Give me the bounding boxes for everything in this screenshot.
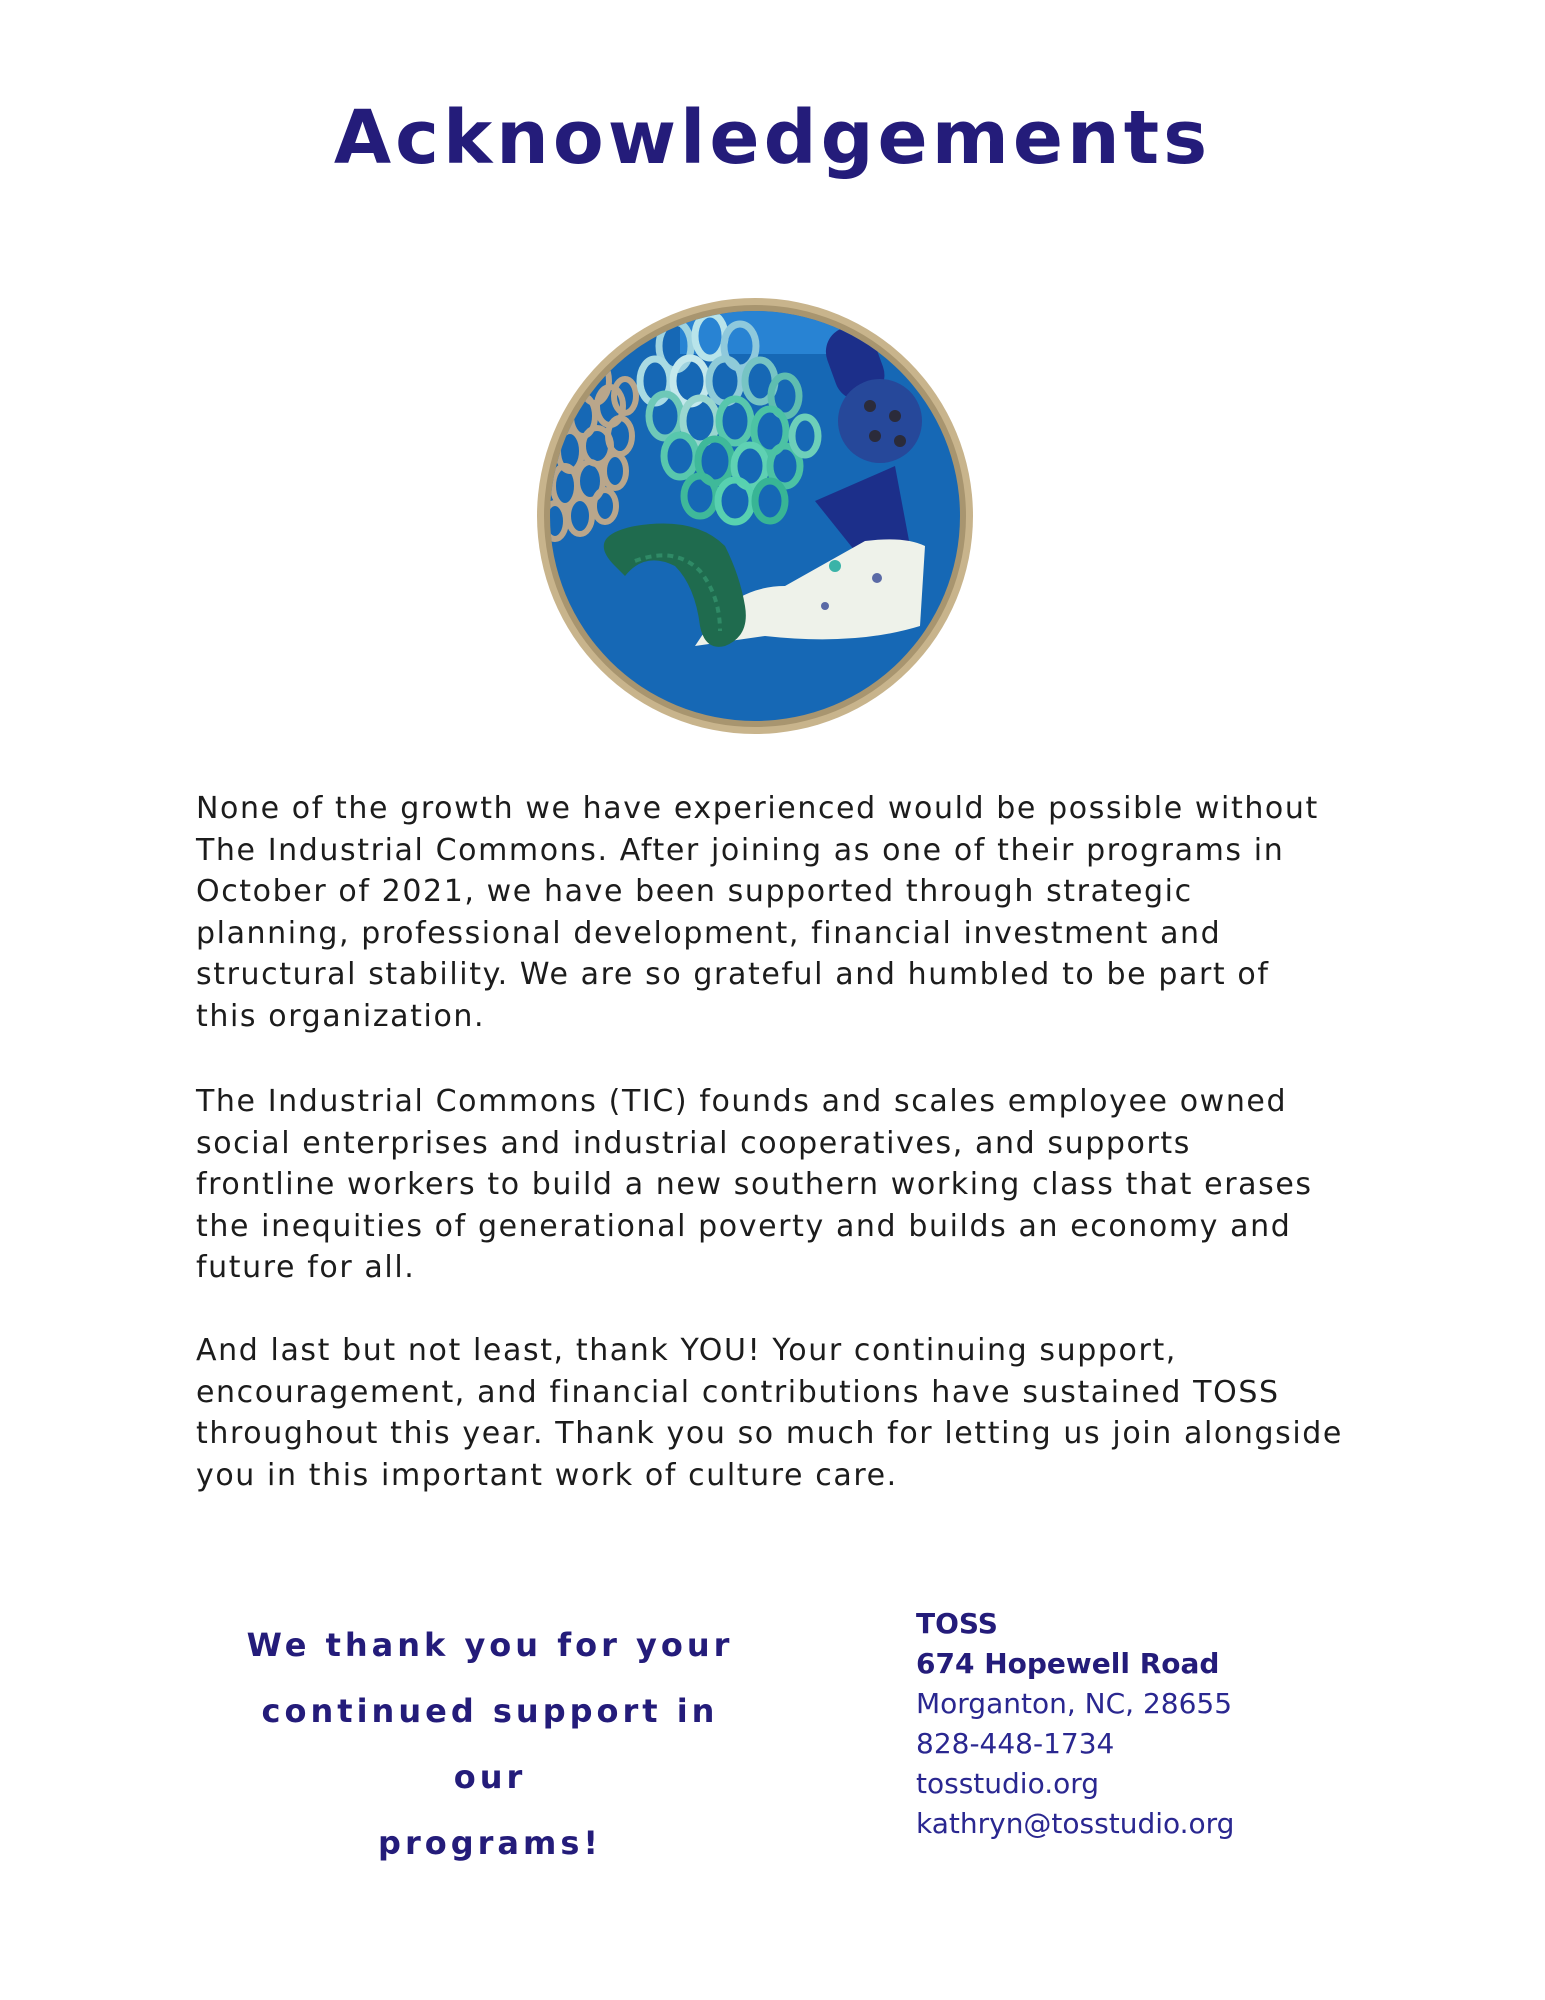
embroidery-hoop-icon [525,286,985,746]
contact-org-name: TOSS [916,1607,998,1640]
page-title: Acknowledgements [333,95,1212,181]
contact-website-link[interactable]: tosstudio.org [916,1767,1100,1800]
contact-city-line: Morganton, NC, 28655 [916,1687,1233,1720]
paragraph-industrial-commons-support: None of the growth we have experienced would be possible without The Industrial Commons. After joining as one of their programs in October of 2021, we have been supported through strategic planning, professional development, financial investment and structural stability. We are so grateful and humbled to be part of this organization. [196,791,1319,1034]
contact-block [916,1604,1336,1844]
paragraph-tic-mission: The Industrial Commons (TIC) founds and scales employee owned social enterprises and industrial cooperatives, and supports frontline workers to build a new southern working class that erases the inequities of generational poverty and builds an economy and future for all. [196,1084,1313,1285]
contact-email-link[interactable]: kathryn@tosstudio.org [916,1807,1235,1840]
paragraph-thank-you: And last but not least, thank YOU! Your continuing support, encouragement, and financial contributions have sustained TOSS throughout this year. Thank you so much for letting us join alongside you in this important work of culture care. [196,1333,1343,1493]
contact-street: 674 Hopewell Road [916,1647,1220,1680]
thanks-message: We thank you for your continued support in our programs! [246,1626,734,1862]
contact-phone: 828-448-1734 [916,1727,1115,1760]
embroidery-hoop-image [525,286,985,746]
